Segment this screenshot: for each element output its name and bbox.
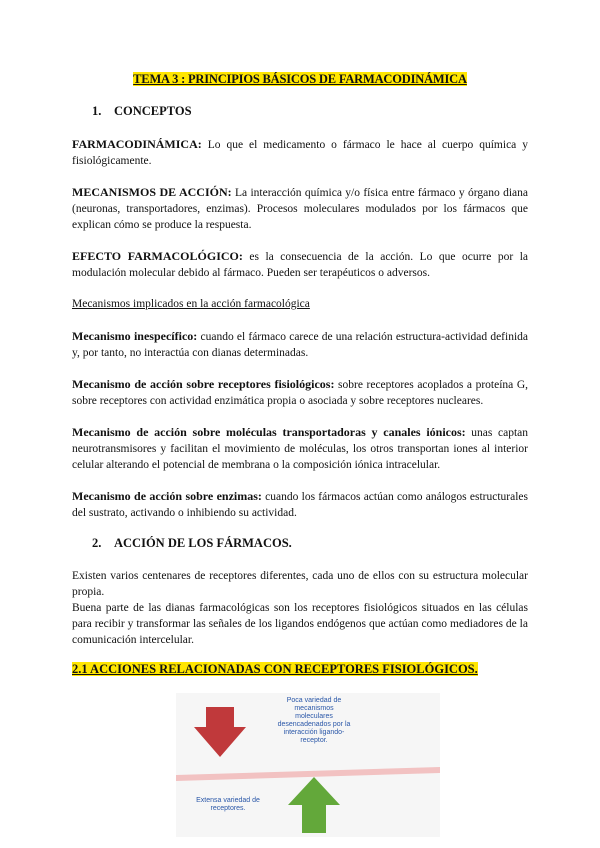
figure-top-caption: Poca variedad de mecanismos moleculares desencadenados por la interacción ligando-receptor. bbox=[277, 697, 351, 744]
subheading-mecanismos-implicados: Mecanismos implicados en la acción farmacológica bbox=[72, 298, 310, 310]
section-1-heading: 1. CONCEPTOS bbox=[92, 104, 192, 118]
paragraph-mecanismos-de-accion: MECANISMOS DE ACCIÓN: La interacción química y/o física entre fármaco y órgano diana (neuronas, transportadores, enzimas). Procesos moleculares modulados por los fármacos que explican cómo se produce la respuesta. bbox=[72, 185, 528, 231]
paragraph-enzimas: Mecanismo de acción sobre enzimas: cuando los fármacos actúan como análogos estructurales del sustrato, activando o inhibiendo su actividad. bbox=[72, 489, 528, 519]
paragraph-receptores-fisiologicos: Mecanismo de acción sobre receptores fisiológicos: sobre receptores acoplados a proteína G, sobre receptores con actividad enzimática propia o asociada y sobre receptores nucleares. bbox=[72, 377, 528, 407]
receptor-diagram bbox=[176, 693, 440, 837]
paragraph-mecanismo-inespecifico: Mecanismo inespecífico: cuando el fármaco carece de una relación estructura-actividad definida y, por tanto, no interactúa con dianas determinadas. bbox=[72, 329, 529, 359]
section-2-heading: 2. ACCIÓN DE LOS FÁRMACOS. bbox=[92, 536, 292, 550]
section-2-1-heading: 2.1 ACCIONES RELACIONADAS CON RECEPTORES FISIOLÓGICOS. bbox=[72, 662, 478, 676]
red-down-arrow-icon bbox=[194, 707, 246, 757]
paragraph-moleculas-transportadoras: Mecanismo de acción sobre moléculas transportadoras y canales iónicos: unas captan neurotransmisores y facilitan el movimiento de moléculas, los otros transportan iones al interior celular alterando el potencial de membrana o la composición iónica intracelular. bbox=[72, 425, 529, 471]
document-title: TEMA 3 : PRINCIPIOS BÁSICOS DE FARMACODINÁMICA bbox=[133, 72, 467, 86]
figure-bottom-caption: Extensa variedad de receptores. bbox=[196, 797, 260, 812]
green-up-arrow-icon bbox=[288, 777, 340, 833]
paragraph-farmacodinamica: FARMACODINÁMICA: Lo que el medicamento o fármaco le hace al cuerpo química y fisiológicamente. bbox=[72, 137, 528, 167]
divider-band bbox=[176, 767, 440, 781]
paragraph-section-2: Existen varios centenares de receptores diferentes, cada uno de ellos con su estructura molecular propia. Buena parte de las dianas farmacológicas son los receptores fisiológicos situados en las células para recibir y transformar las señales de los ligandos endógenos que actúan como mediadores de la comunicación intercelular. bbox=[72, 570, 528, 646]
paragraph-efecto-farmacologico: EFECTO FARMACOLÓGICO: es la consecuencia de la acción. Lo que ocurre por la modulación molecular debido al fármaco. Pueden ser terapéuticos o adversos. bbox=[72, 249, 528, 279]
